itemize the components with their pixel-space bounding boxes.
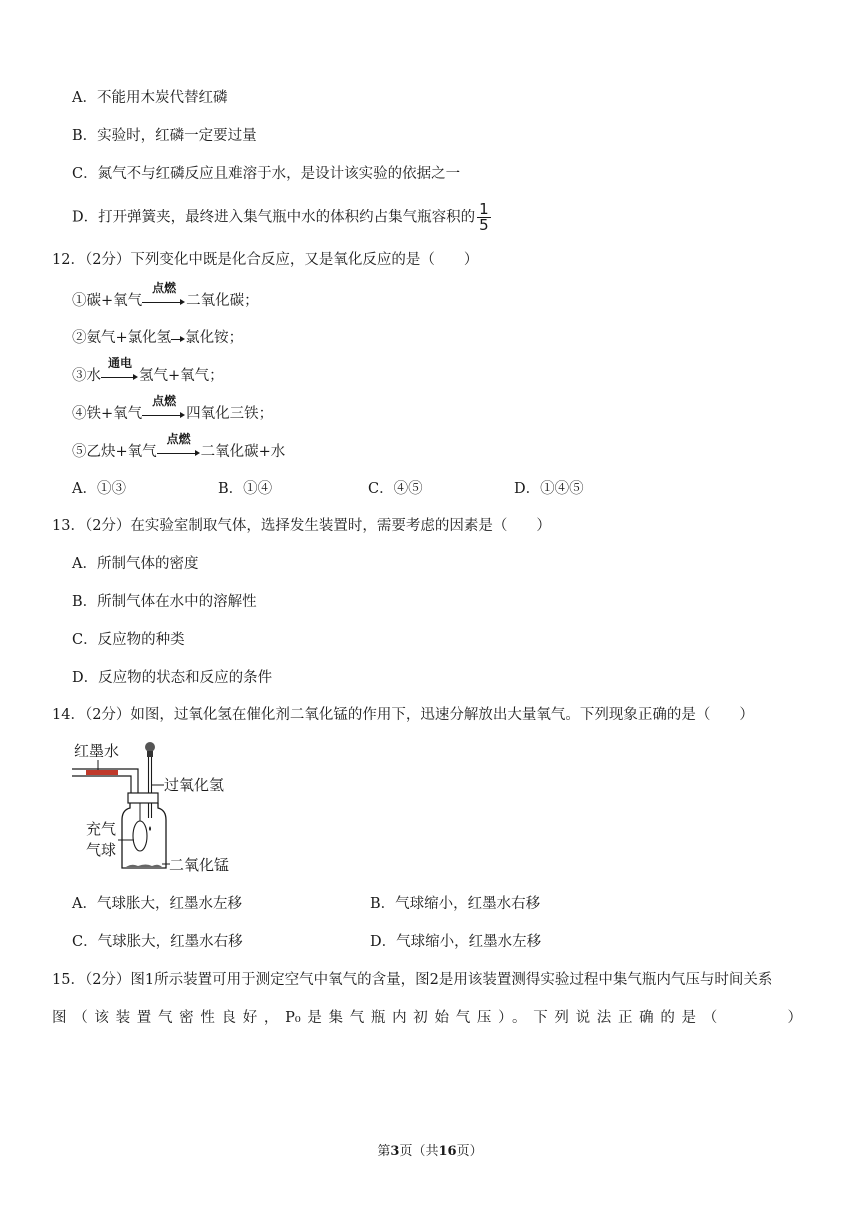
label-red-ink: 红墨水 bbox=[74, 742, 120, 760]
reaction-arrow-icon bbox=[142, 394, 186, 424]
q11-option-b: B．实验时，红磷一定要过量 bbox=[72, 128, 257, 144]
q11-option-a: A．不能用木炭代替红磷 bbox=[72, 90, 228, 106]
reaction-1-reactants: ①碳+氧气 bbox=[72, 293, 143, 309]
footer-suffix: 页） bbox=[456, 1144, 483, 1159]
q13-stem: 13．（2分）在实验室制取气体，选择发生装置时，需要考虑的因素是（ ） bbox=[52, 518, 551, 534]
q12-reaction-4 bbox=[72, 394, 274, 424]
footer-total-pages: 16 bbox=[438, 1144, 457, 1159]
reaction-arrow-icon bbox=[101, 356, 139, 386]
q15-stem-line2: 图（该装置气密性良好，P₀是集气瓶内初始气压）。下列说法正确的是（ ） bbox=[52, 1010, 802, 1026]
red-ink-column bbox=[86, 770, 118, 775]
q14-option-d: D．气球缩小，红墨水左移 bbox=[370, 934, 542, 950]
fraction-denominator: 5 bbox=[479, 216, 489, 234]
reaction-5-products: 二氧化碳+水 bbox=[200, 444, 286, 460]
q12-option-c: C．④⑤ bbox=[368, 481, 423, 497]
reaction-5-condition: 点燃 bbox=[166, 432, 191, 446]
q11-option-c: C．氮气不与红磷反应且难溶于水，是设计该实验的依据之一 bbox=[72, 166, 461, 182]
reaction-5-reactants: ⑤乙炔+氧气 bbox=[72, 444, 157, 460]
fraction-one-fifth bbox=[477, 202, 491, 233]
q12-reaction-3 bbox=[72, 356, 224, 386]
reaction-3-condition: 通电 bbox=[107, 356, 132, 370]
label-balloon-line2: 气球 bbox=[86, 841, 117, 859]
reaction-3-reactants: ③水 bbox=[72, 368, 101, 384]
reaction-arrow-icon bbox=[142, 281, 186, 311]
q12-option-d: D．①④⑤ bbox=[514, 481, 584, 497]
fraction-numerator: 1 bbox=[479, 200, 489, 218]
q14-option-a: A．气球胀大，红墨水左移 bbox=[72, 896, 242, 912]
q12-reaction-5 bbox=[72, 432, 286, 462]
q13-option-b: B．所制气体在水中的溶解性 bbox=[72, 594, 257, 610]
reaction-4-condition: 点燃 bbox=[152, 394, 177, 408]
q14-stem: 14．（2分）如图，过氧化氢在催化剂二氧化锰的作用下，迅速分解放出大量氧气。下列现象正确的是（ ） bbox=[52, 707, 754, 723]
q12-reaction-1 bbox=[72, 281, 259, 311]
mno2-powder bbox=[126, 865, 162, 868]
reaction-4-reactants: ④铁+氧气 bbox=[72, 406, 143, 422]
q12-reaction-2 bbox=[72, 328, 243, 348]
footer-prefix: 第 bbox=[377, 1144, 391, 1159]
q14-apparatus-figure bbox=[72, 738, 242, 878]
reaction-2-reactants: ②氨气+氯化氢 bbox=[72, 330, 172, 346]
label-h2o2: 过氧化氢 bbox=[164, 776, 225, 794]
dropper-bulb-icon bbox=[145, 742, 155, 752]
q12-option-b: B．①④ bbox=[218, 481, 273, 497]
q11-option-d-text: D．打开弹簧夹，最终进入集气瓶中水的体积约占集气瓶容积的 bbox=[72, 209, 476, 226]
footer-page-number: 3 bbox=[390, 1144, 400, 1159]
stopper bbox=[128, 793, 158, 803]
reaction-3-products: 氢气+氧气； bbox=[139, 368, 224, 384]
q12-option-a: A．①③ bbox=[72, 481, 126, 497]
reaction-2-products: 氯化铵； bbox=[185, 330, 244, 346]
q11-option-d bbox=[72, 202, 491, 233]
reaction-4-products: 四氧化三铁； bbox=[186, 406, 274, 422]
reaction-arrow-icon bbox=[171, 328, 185, 348]
q15-stem-line1: 15．（2分）图1所示装置可用于测定空气中氧气的含量，图2是用该装置测得实验过程中集气瓶内气压与时间关系 bbox=[52, 972, 773, 988]
reaction-arrow-icon bbox=[157, 432, 201, 462]
label-mno2: 二氧化锰 bbox=[169, 856, 230, 874]
reaction-1-products: 二氧化碳； bbox=[186, 293, 259, 309]
q13-option-a: A．所制气体的密度 bbox=[72, 556, 199, 572]
reaction-1-condition: 点燃 bbox=[152, 281, 177, 295]
q12-stem: 12．（2分）下列变化中既是化合反应，又是氧化反应的是（ ） bbox=[52, 252, 479, 268]
footer-mid: 页（共 bbox=[399, 1144, 439, 1159]
gas-bottle bbox=[122, 803, 166, 868]
q14-option-b: B．气球缩小，红墨水右移 bbox=[370, 896, 541, 912]
balloon-icon bbox=[133, 821, 147, 851]
q13-option-d: D．反应物的状态和反应的条件 bbox=[72, 670, 273, 686]
q13-option-c: C．反应物的种类 bbox=[72, 632, 185, 648]
label-balloon-line1: 充气 bbox=[86, 820, 117, 838]
page-footer bbox=[0, 1140, 860, 1159]
q14-option-c: C．气球胀大，红墨水右移 bbox=[72, 934, 243, 950]
